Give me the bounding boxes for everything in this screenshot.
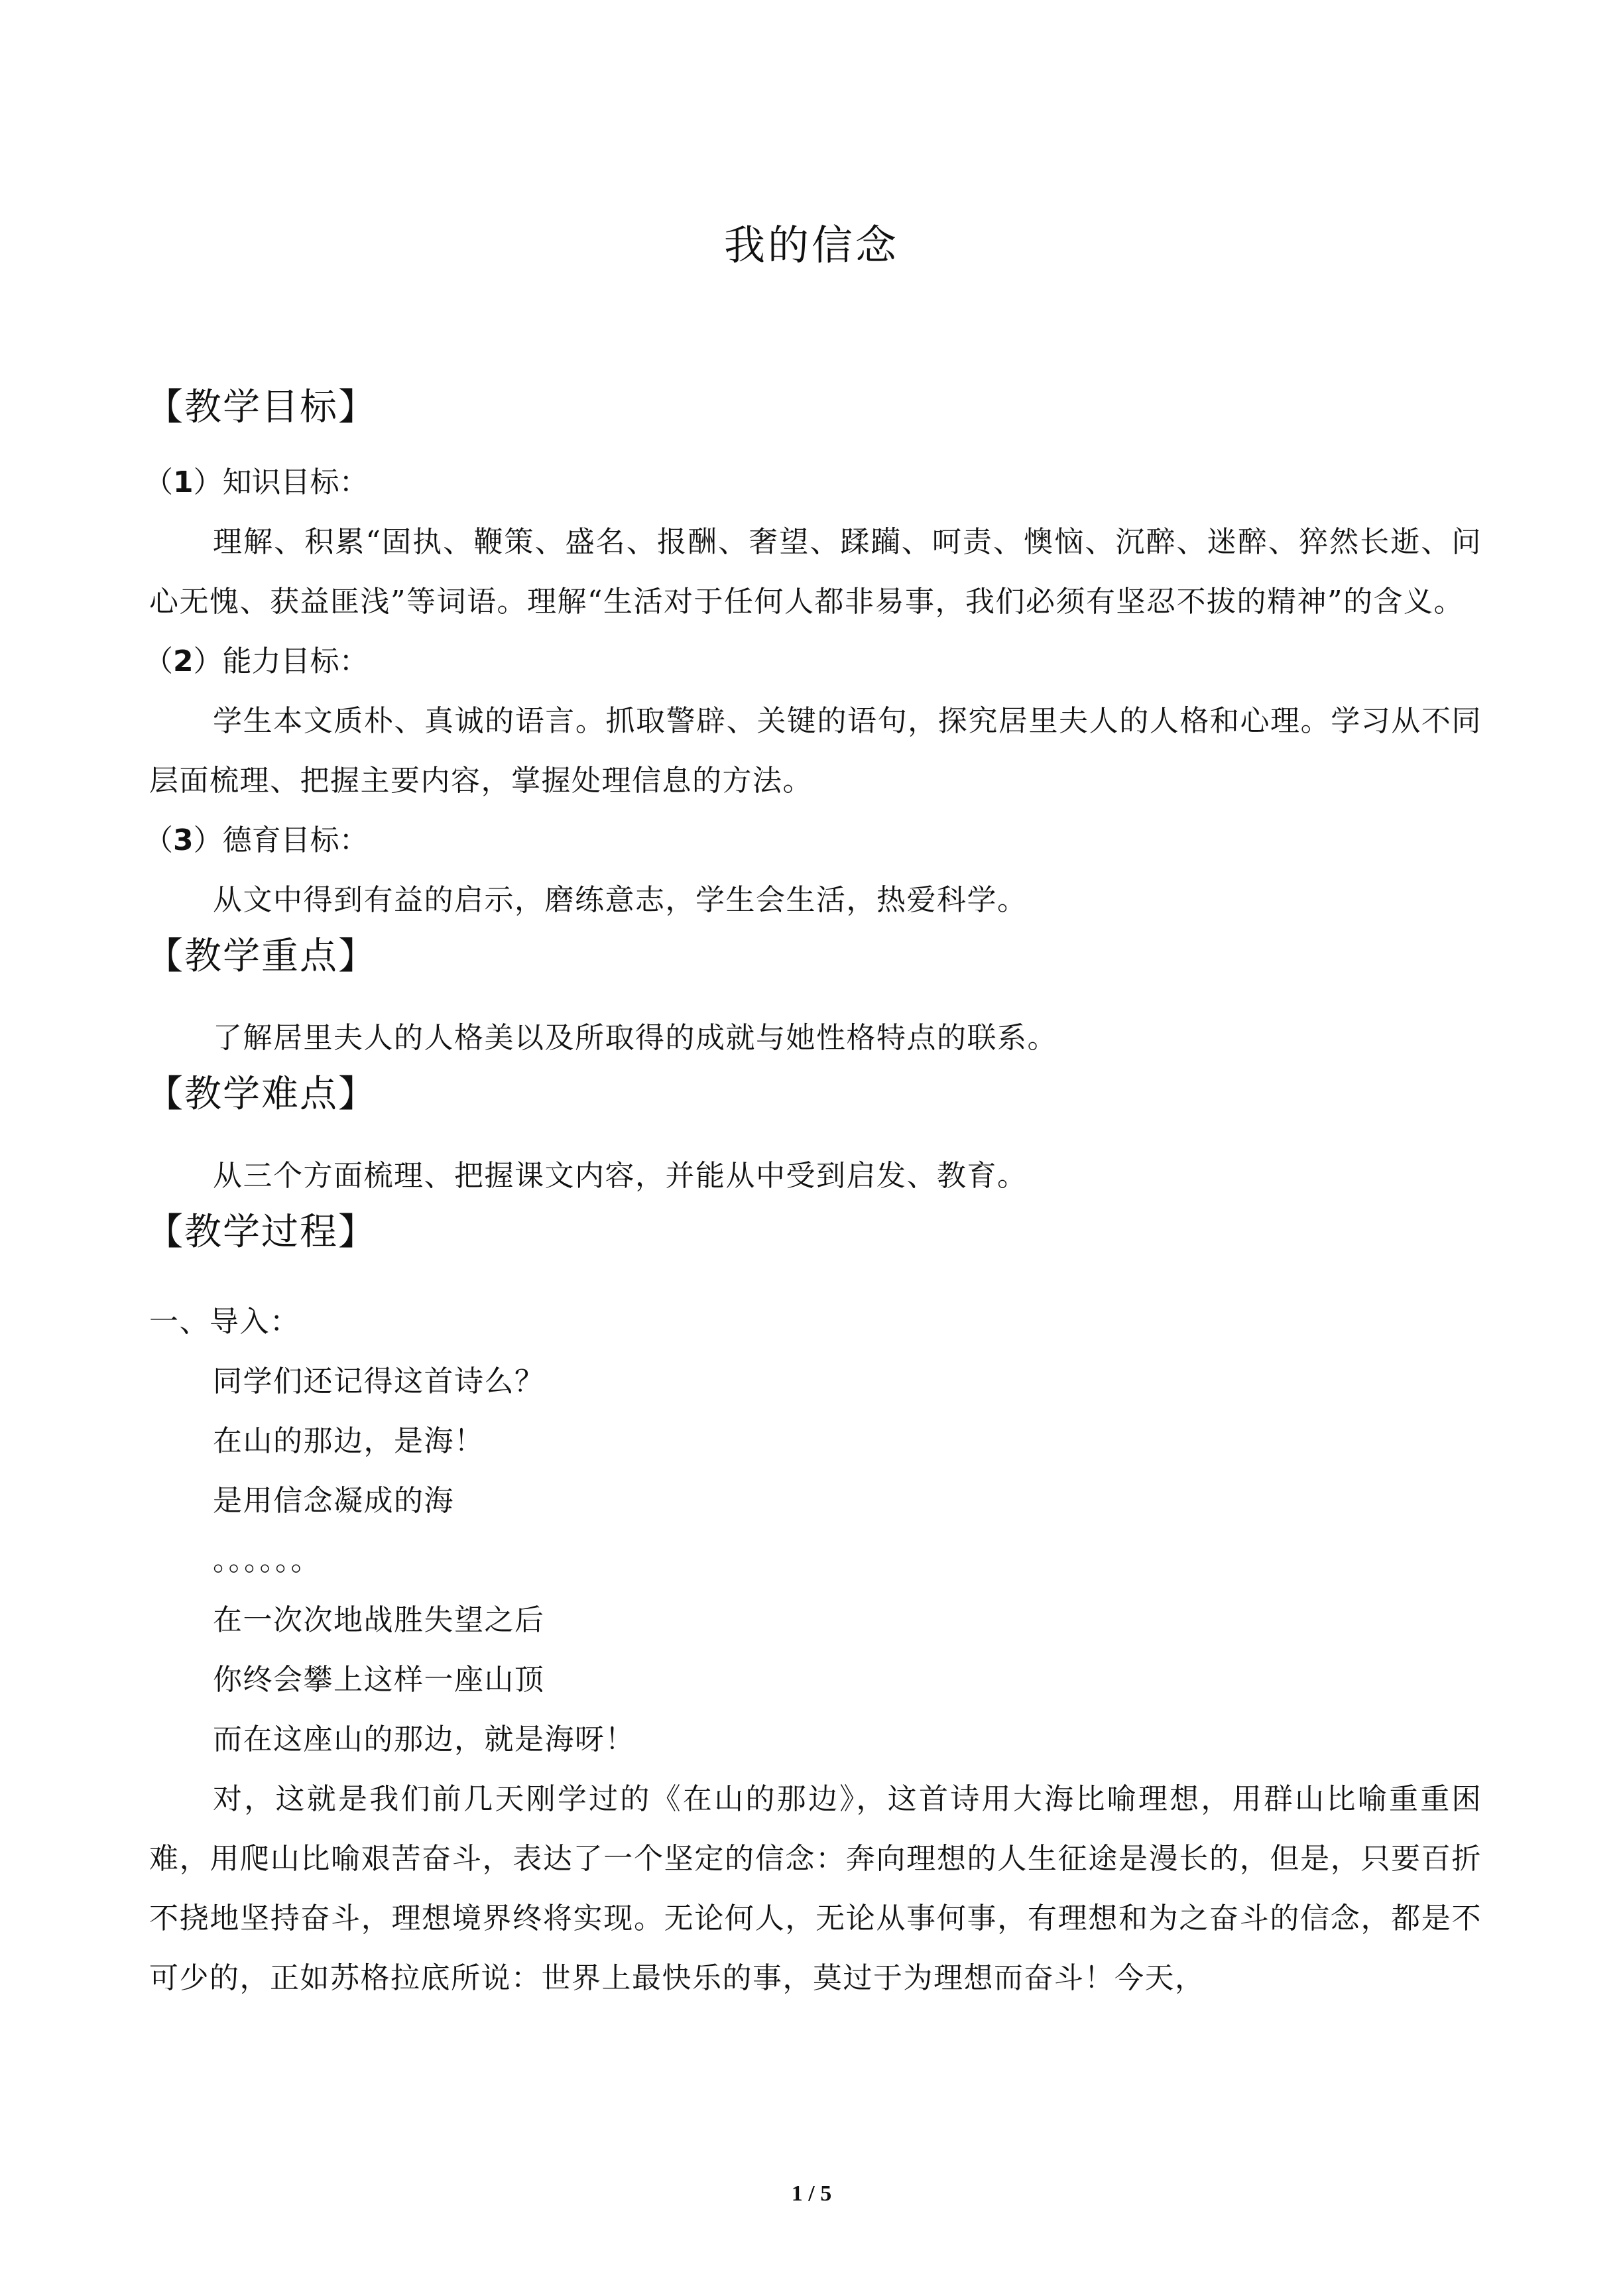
section-heading-objectives: 【教学目标】 [146,386,377,429]
poem-line: 同学们还记得这首诗么？ [213,1364,545,1398]
subheading-label: 德育目标： [222,823,369,857]
subheading-number: 1 [173,465,194,499]
poem-line: 你终会攀上这样一座山顶 [213,1663,545,1697]
section-heading-difficulty: 【教学难点】 [146,1073,377,1116]
paragraph-key-point: 了解居里夫人的人格美以及所取得的成就与她性格特点的联系。 [213,1021,1057,1055]
poem-line: 在一次次地战胜失望之后 [213,1603,545,1637]
poem-line: 是用信念凝成的海 [213,1484,454,1518]
section-heading-key-point: 【教学重点】 [146,935,377,978]
section-heading-process: 【教学过程】 [146,1211,377,1254]
document-body [144,381,1482,2008]
paragraph-introduction: 对，这就是我们前几天刚学过的《在山的那边》，这首诗用大海比喻理想，用群山比喻重重困难，用爬山比喻艰苦奋斗，表达了一个坚定的信念：奔向理想的人生征途是漫长的，但是，只要百折不挠地坚持奋斗，理想境界终将实现。无论何人，无论从事何事，有理想和为之奋斗的信念，都是不可少的，正如苏格拉底所说：世界上最快乐的事，莫过于为理想而奋斗！今天， [149,1782,1482,1995]
subheading-label: 能力目标： [222,644,369,678]
poem-line: 。。。。。。 [213,1543,321,1577]
paragraph-difficulty: 从三个方面梳理、把握课文内容，并能从中受到启发、教育。 [213,1159,1028,1193]
subheading-knowledge-objective: （1）知识目标： [144,465,369,499]
page-number: 1 / 5 [791,2181,832,2206]
step-label-introduction: 一、导入： [149,1305,300,1339]
subheading-label: 知识目标： [222,465,369,499]
subheading-number: 2 [173,644,194,678]
paragraph-ability-objective: 学生本文质朴、真诚的语言。抓取警辟、关键的语句，探究居里夫人的人格和心理。学习从不同层面梳理、把握主要内容，掌握处理信息的方法。 [149,704,1482,798]
paragraph-knowledge-objective: 理解、积累“固执、鞭策、盛名、报酬、奢望、蹂躏、呵责、懊恼、沉醉、迷醉、猝然长逝、问心无愧、获益匪浅”等词语。理解“生活对于任何人都非易事，我们必须有坚忍不拔的精神”的含义。 [149,525,1482,619]
document-title: 我的信念 [723,221,899,269]
poem-line: 而在这座山的那边，就是海呀！ [213,1722,635,1756]
subheading-ability-objective: （2）能力目标： [144,644,369,678]
paragraph-moral-objective: 从文中得到有益的启示，磨练意志，学生会生活，热爱科学。 [213,883,1028,917]
poem-line: 在山的那边，是海！ [213,1424,485,1458]
subheading-number: 3 [173,823,194,857]
subheading-moral-objective: （3）德育目标： [144,823,369,857]
